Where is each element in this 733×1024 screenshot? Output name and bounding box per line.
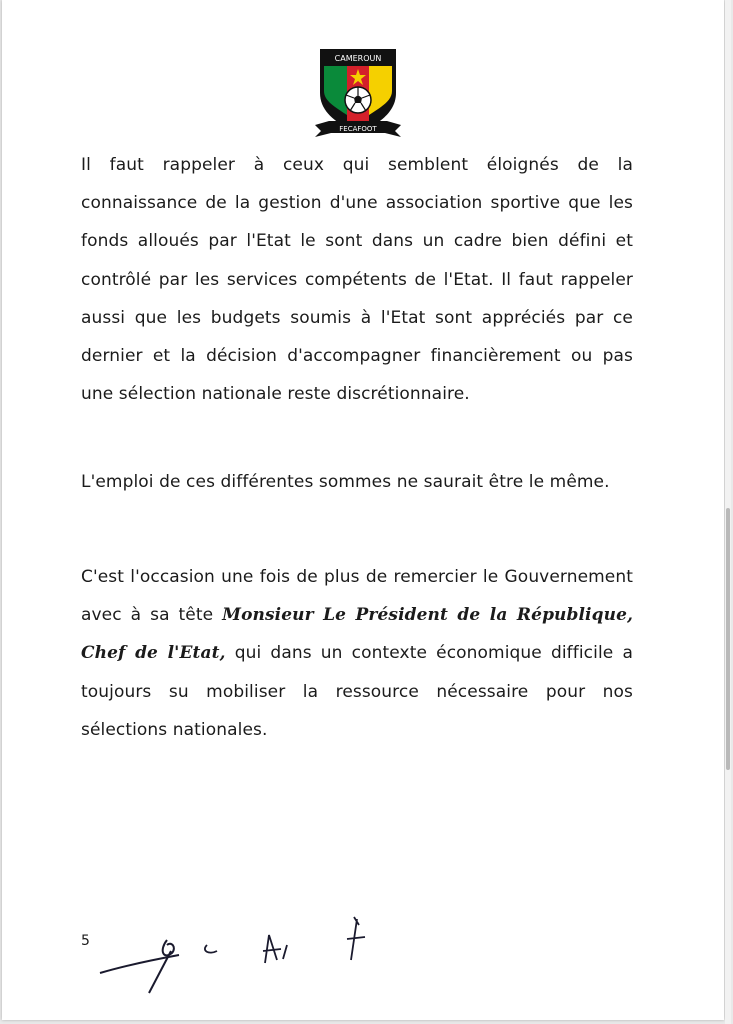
paragraph-usage: L'emploi de ces différentes sommes ne saurait être le même.	[81, 472, 610, 492]
document-page	[2, 0, 724, 1020]
president-title: Monsieur Le Président de la République, Chef de l'Etat,	[81, 605, 634, 664]
logo-top-text: CAMEROUN	[334, 54, 382, 63]
paragraph-funds: Il faut rappeler à ceux qui semblent éloignés de la connaissance de la gestion d'une association sportive que les fonds alloués par l'Etat le sont dans un cadre bien défini et contrôlé par les services compétents de l'Etat. Il faut rappeler aussi que les budgets soumis à l'Etat sont appréciés par ce dernier et la décision d'accompagner financièrement ou pas une sélection nationale reste discrétionnaire.	[81, 155, 633, 405]
fecafoot-logo	[315, 45, 401, 139]
logo-bottom-text: FECAFOOT	[339, 125, 377, 133]
handwritten-signature	[97, 905, 397, 995]
paragraph-thanks-start: C'est l'occasion une fois de plus de remercier le Gouvernement avec à sa tête	[81, 567, 633, 626]
paragraph-thanks-end: qui dans un contexte économique difficile a toujours su mobiliser la ressource nécessaire pour nos sélections nationales.	[81, 643, 633, 740]
page-number: 5	[81, 933, 90, 949]
scrollbar-thumb[interactable]	[726, 508, 730, 770]
paragraph-thanks	[81, 558, 633, 749]
